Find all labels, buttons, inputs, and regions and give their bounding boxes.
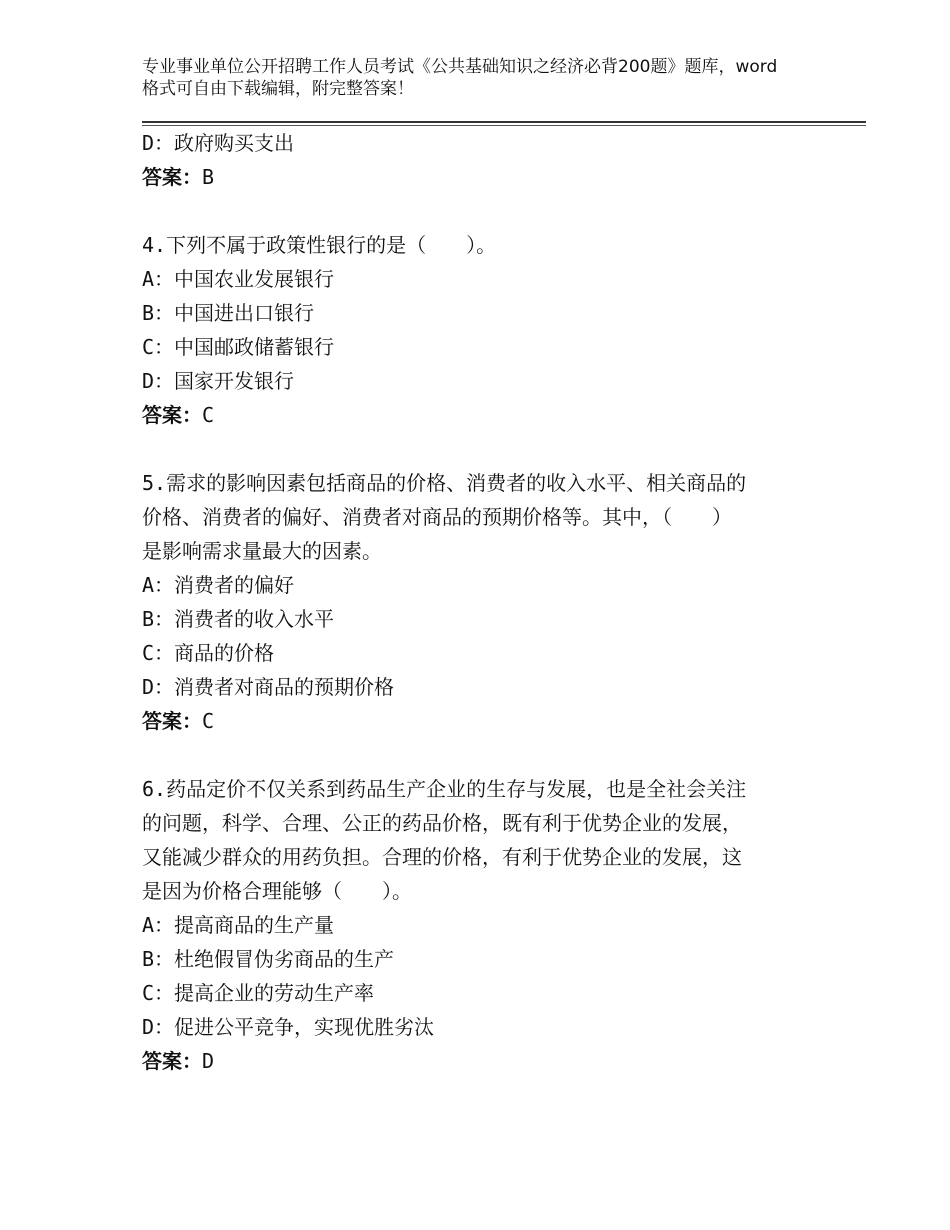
q6-stem-line-3: 又能减少群众的用药负担。合理的价格，有利于优势企业的发展，这 (142, 845, 742, 869)
q5-option-b: B：消费者的收入水平 (142, 607, 335, 631)
q6-option-c: C：提高企业的劳动生产率 (142, 981, 375, 1005)
q4-answer-value: C (202, 403, 215, 427)
q6-answer-label: 答案： (142, 1049, 202, 1073)
q6-stem-line-1: 6.药品定价不仅关系到药品生产企业的生存与发展，也是全社会关注 (142, 777, 747, 801)
q6-stem-line-2: 的问题，科学、合理、公正的药品价格，既有利于优势企业的发展， (142, 811, 742, 835)
q6-answer-value: D (202, 1049, 215, 1073)
document-header (142, 56, 782, 100)
q6-option-a: A：提高商品的生产量 (142, 913, 335, 937)
q5-option-d: D：消费者对商品的预期价格 (142, 675, 395, 699)
prev-answer-label: 答案： (142, 165, 202, 189)
q5-answer (142, 704, 802, 738)
q5-stem-line-1: 5.需求的影响因素包括商品的价格、消费者的收入水平、相关商品的 (142, 471, 747, 495)
q6-option-b: B：杜绝假冒伪劣商品的生产 (142, 947, 395, 971)
question-content (142, 126, 802, 1078)
q6-stem-line-4: 是因为价格合理能够（ ）。 (142, 879, 412, 903)
header-divider-thick (142, 121, 866, 123)
q4-answer-label: 答案： (142, 403, 202, 427)
spacer (142, 432, 802, 466)
prev-answer-value: B (202, 165, 215, 189)
q6-option-d: D：促进公平竞争，实现优胜劣汰 (142, 1015, 435, 1039)
q4-stem: 4.下列不属于政策性银行的是（ ）。 (142, 233, 497, 257)
q5-option-c: C：商品的价格 (142, 641, 275, 665)
q5-stem-line-2: 价格、消费者的偏好、消费者对商品的预期价格等。其中，（ ） (142, 505, 732, 529)
spacer (142, 194, 802, 228)
q4-answer (142, 398, 802, 432)
q4-option-b: B：中国进出口银行 (142, 301, 315, 325)
q4-option-d: D：国家开发银行 (142, 369, 295, 393)
prev-answer (142, 160, 802, 194)
header-title: 专业事业单位公开招聘工作人员考试《公共基础知识之经济必背200题》题库，word格式可自由下载编辑，附完整答案！ (142, 57, 778, 99)
q5-answer-label: 答案： (142, 709, 202, 733)
q4-option-c: C：中国邮政储蓄银行 (142, 335, 335, 359)
q5-stem-line-3: 是影响需求量最大的因素。 (142, 539, 382, 563)
spacer (142, 738, 802, 772)
prev-option-d: D：政府购买支出 (142, 131, 295, 155)
q4-option-a: A：中国农业发展银行 (142, 267, 335, 291)
q5-answer-value: C (202, 709, 215, 733)
q6-answer (142, 1044, 802, 1078)
q5-option-a: A：消费者的偏好 (142, 573, 295, 597)
